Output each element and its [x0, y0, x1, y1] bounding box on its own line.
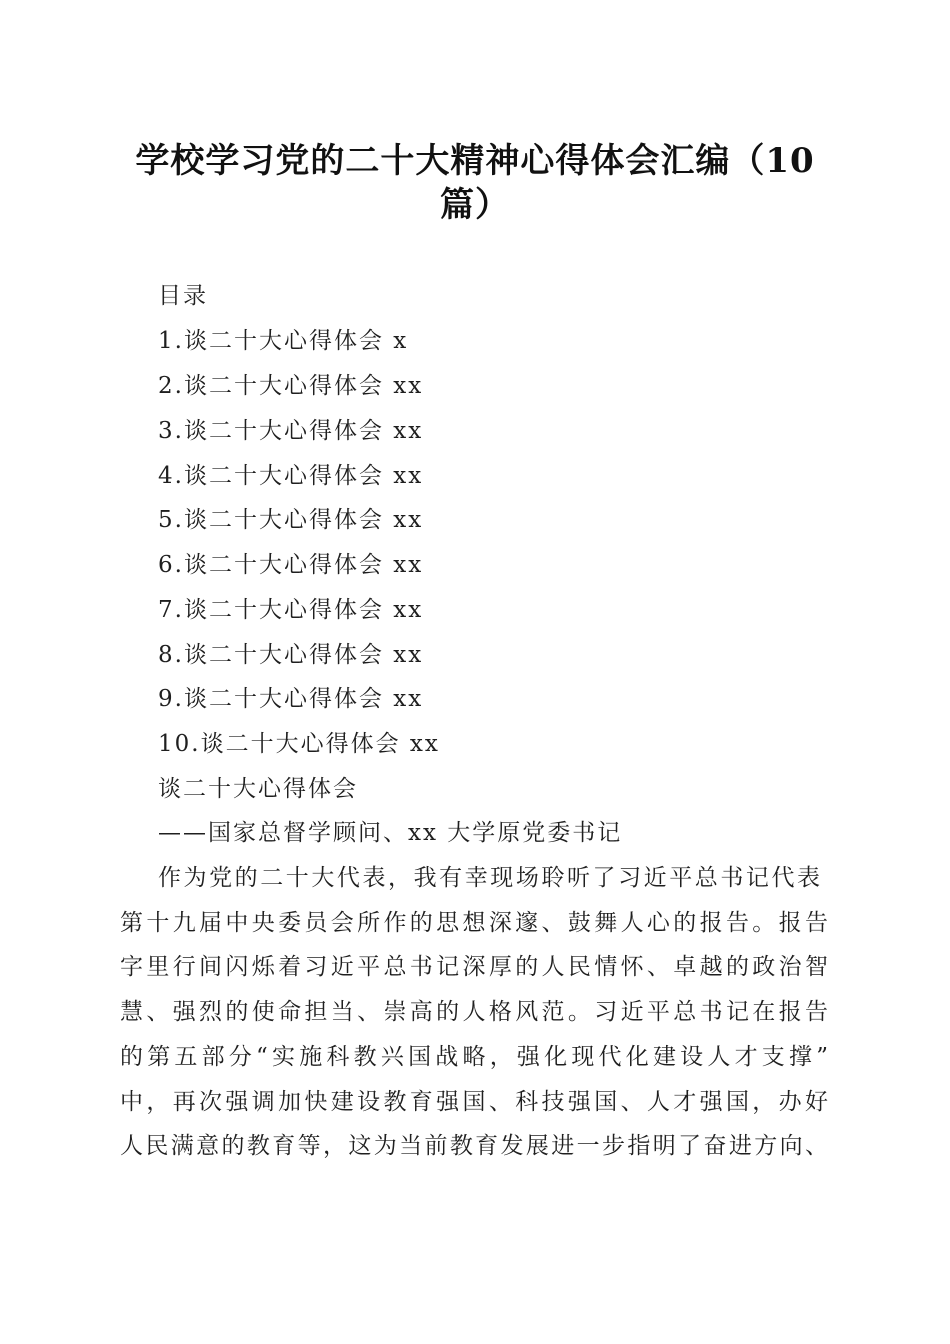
body-paragraph-line: 慧、强烈的使命担当、崇高的人格风范。习近平总书记在报告	[120, 999, 830, 1025]
body-paragraph-line: 中，再次强调加快建设教育强国、科技强国、人才强国，办好	[120, 1089, 830, 1115]
body-paragraph-line: 人民满意的教育等，这为当前教育发展进一步指明了奋进方向、	[120, 1133, 830, 1159]
body-paragraph-line: 作为党的二十大代表，我有幸现场聆听了习近平总书记代表	[158, 865, 822, 891]
toc-item: 6.谈二十大心得体会 xx	[158, 552, 424, 578]
toc-item: 5.谈二十大心得体会 xx	[158, 507, 424, 533]
toc-item: 4.谈二十大心得体会 xx	[158, 463, 424, 489]
toc-item: 2.谈二十大心得体会 xx	[158, 373, 424, 399]
toc-item: 9.谈二十大心得体会 xx	[158, 686, 424, 712]
toc-item: 7.谈二十大心得体会 xx	[158, 597, 424, 623]
document-title-line-1: 学校学习党的二十大精神心得体会汇编（10	[135, 141, 815, 181]
toc-item: 8.谈二十大心得体会 xx	[158, 642, 424, 668]
toc-item: 10.谈二十大心得体会 xx	[158, 731, 440, 757]
toc-item: 3.谈二十大心得体会 xx	[158, 418, 424, 444]
body-paragraph-line: 字里行间闪烁着习近平总书记深厚的人民情怀、卓越的政治智	[120, 954, 830, 980]
body-paragraph-line: 的第五部分“实施科教兴国战略，强化现代化建设人才支撑”	[120, 1044, 830, 1070]
section-title: 谈二十大心得体会	[158, 776, 358, 802]
author-line: ——国家总督学顾问、xx 大学原党委书记	[158, 820, 623, 846]
body-paragraph-line: 第十九届中央委员会所作的思想深邃、鼓舞人心的报告。报告	[120, 910, 830, 936]
document-title-line-2: 篇）	[440, 185, 510, 225]
toc-heading: 目录	[158, 283, 208, 309]
toc-item: 1.谈二十大心得体会 x	[158, 328, 409, 354]
